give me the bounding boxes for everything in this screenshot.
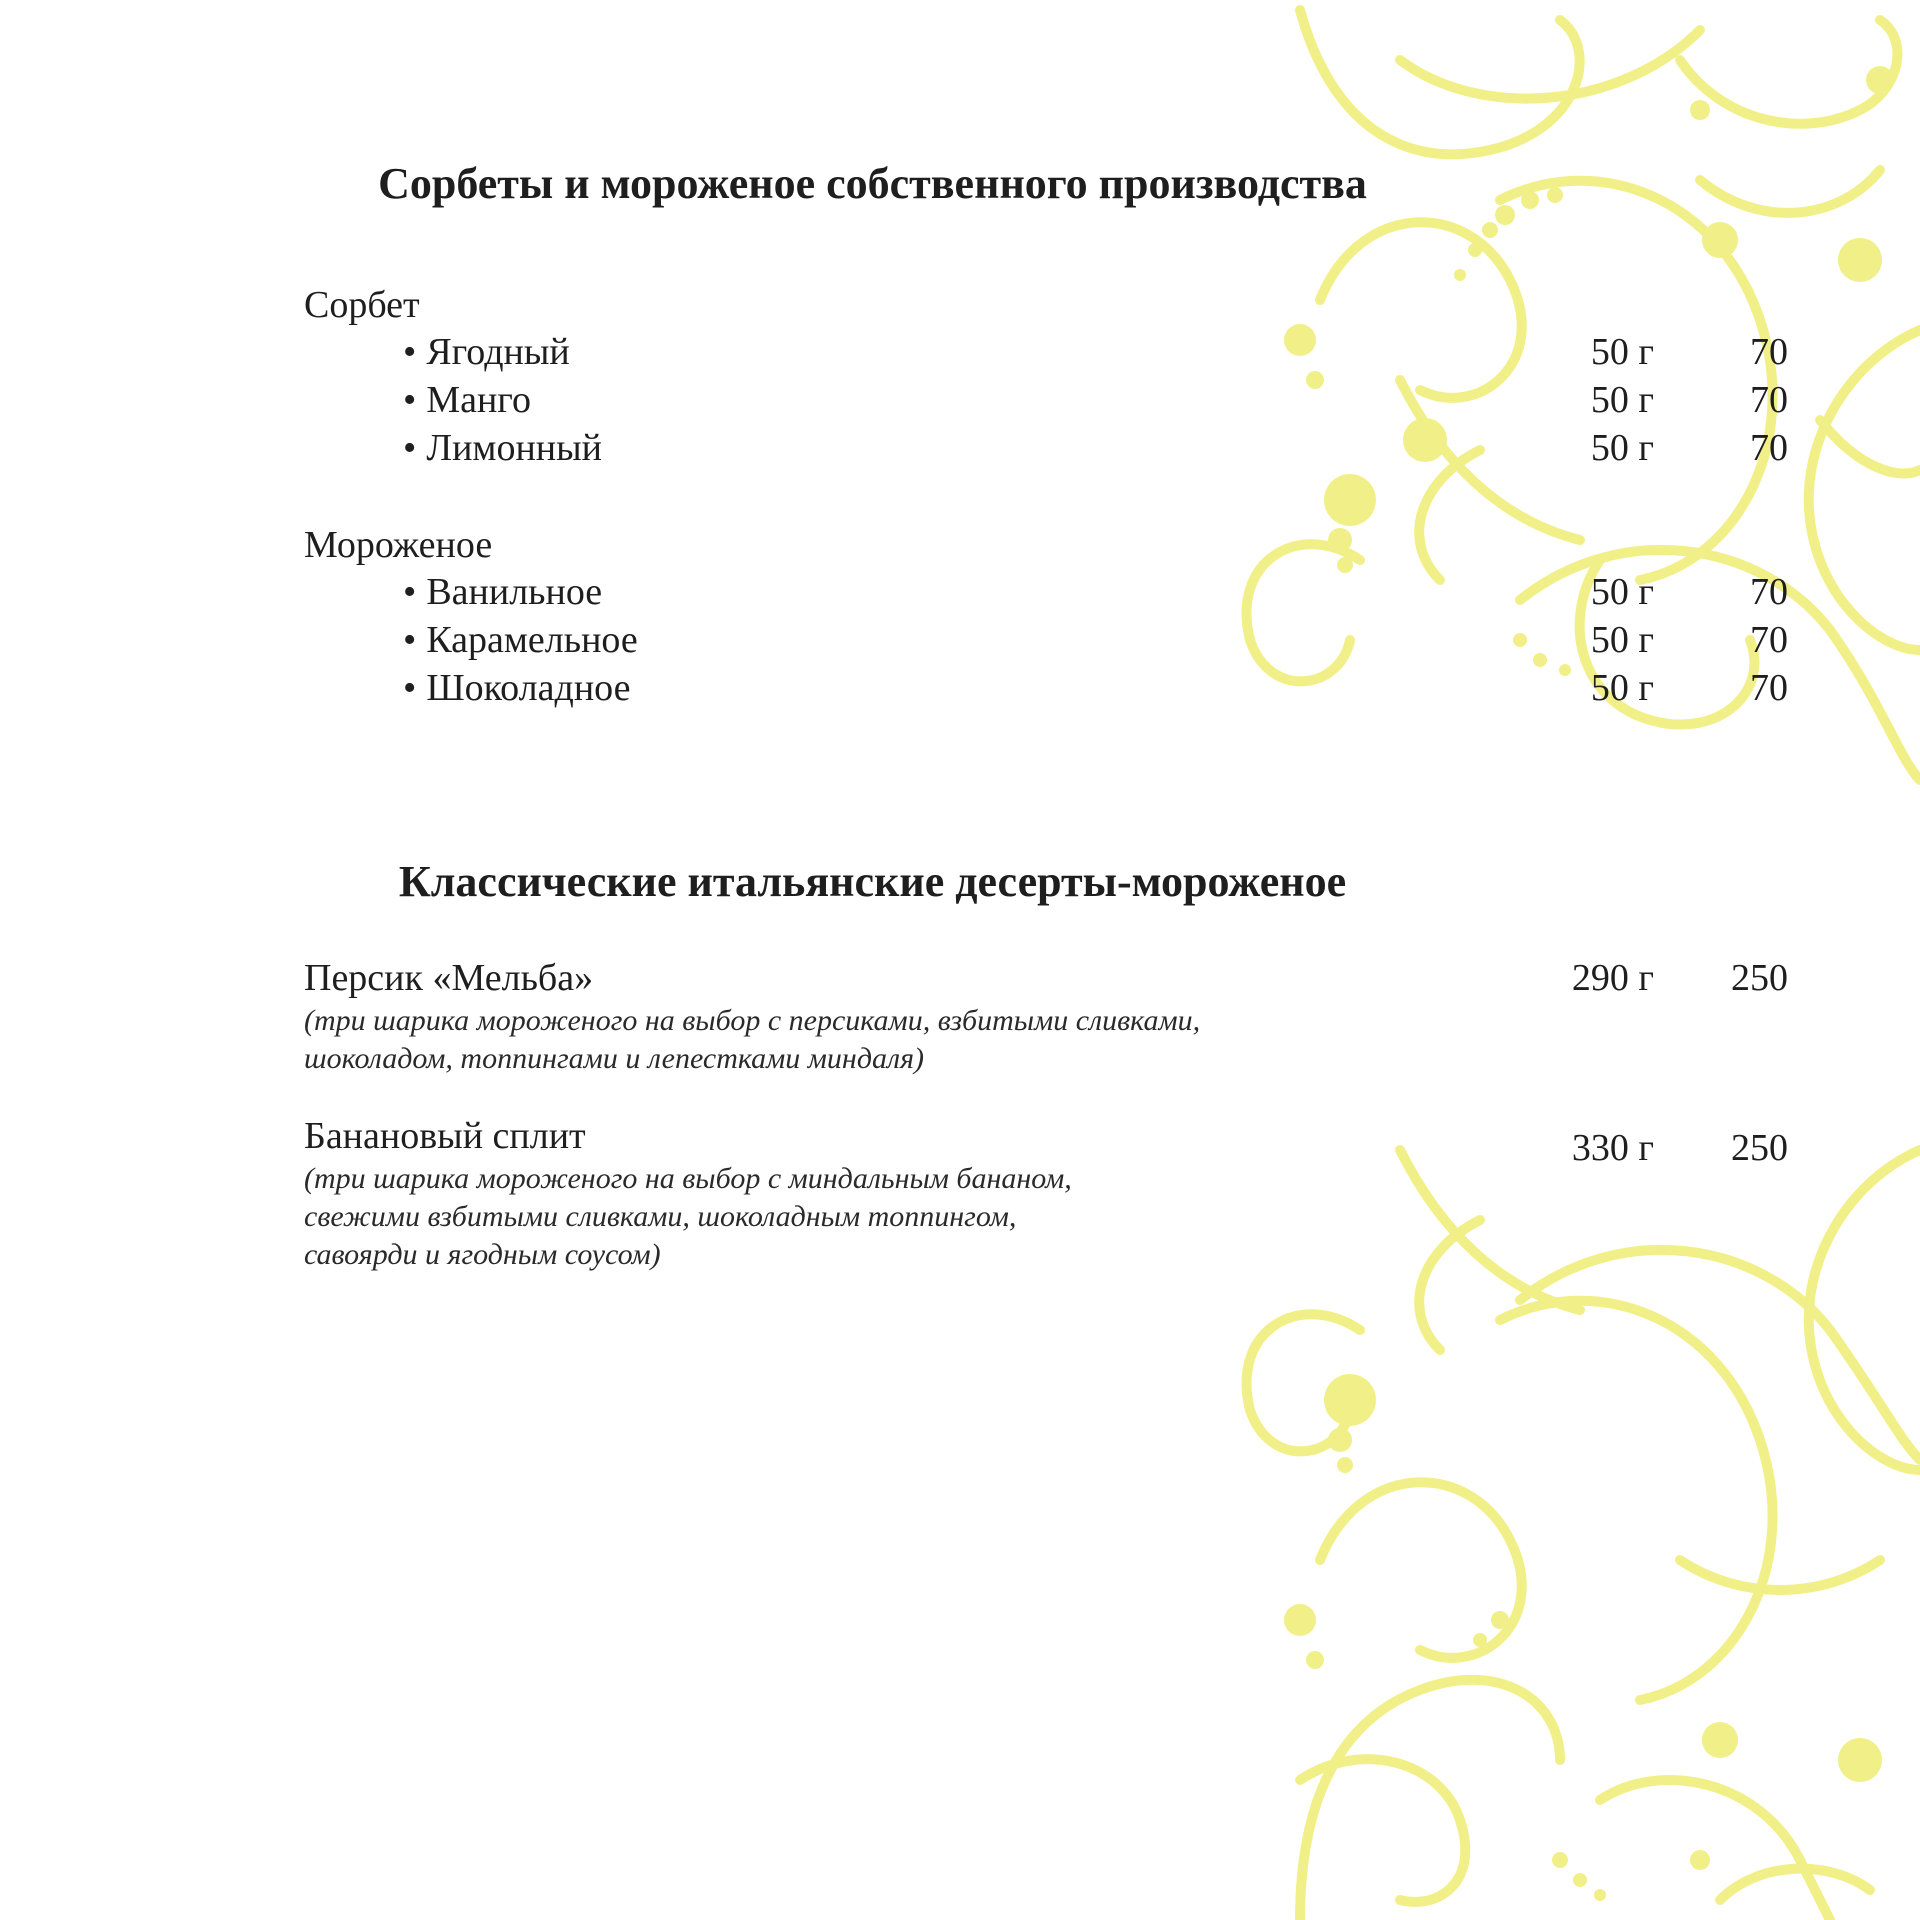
dessert-price: 250	[1731, 957, 1788, 999]
bullet-icon: •	[403, 331, 417, 373]
menu-item-row	[0, 376, 1920, 424]
menu-item-label: Ванильное	[426, 571, 603, 613]
menu-item-price: 70	[1750, 331, 1788, 373]
menu-item-label: Карамельное	[426, 619, 638, 661]
menu-item-row	[0, 568, 1920, 616]
section-title-sorbets: Сорбеты и мороженое собственного производства	[378, 159, 1367, 208]
menu-item-label: Манго	[426, 379, 531, 421]
description-line: (три шарика мороженого на выбор с персиками, взбитыми сливками,	[304, 1004, 1201, 1037]
category-ice-cream: Мороженое	[304, 524, 493, 566]
bullet-icon: •	[403, 619, 417, 661]
menu-item-name	[403, 616, 638, 664]
menu-item-price: 70	[1750, 619, 1788, 661]
section-title-italian-desserts: Классические итальянские десерты-мороженое	[398, 857, 1347, 906]
menu-item-weight: 50 г	[1590, 619, 1654, 661]
description-line: свежими взбитыми сливками, шоколадным топпингом,	[304, 1200, 1017, 1233]
dessert-weight: 290 г	[1571, 957, 1654, 999]
dessert-name: Банановый сплит	[304, 1115, 586, 1157]
category-sorbet: Сорбет	[304, 284, 420, 326]
menu-item-price: 70	[1750, 667, 1788, 709]
menu-item-name	[403, 664, 631, 712]
menu-item-row	[0, 664, 1920, 712]
bullet-icon: •	[403, 571, 417, 613]
menu-item-label: Шоколадное	[426, 667, 631, 709]
ornament-bottom	[1247, 1150, 1920, 1920]
menu-item-weight: 50 г	[1590, 571, 1654, 613]
menu-item-row	[0, 424, 1920, 472]
menu-item-name	[403, 376, 531, 424]
menu-item-name	[403, 424, 602, 472]
menu-item-label: Лимонный	[426, 427, 603, 469]
menu-item-name	[403, 568, 602, 616]
menu-item-label: Ягодный	[426, 331, 570, 373]
description-line: (три шарика мороженого на выбор с миндальным бананом,	[304, 1162, 1072, 1195]
bullet-icon: •	[403, 379, 417, 421]
dessert-price: 250	[1731, 1127, 1788, 1169]
menu-item-name	[403, 328, 570, 376]
bullet-icon: •	[403, 667, 417, 709]
dessert-weight: 330 г	[1571, 1127, 1654, 1169]
menu-item-weight: 50 г	[1590, 331, 1654, 373]
dessert-row	[0, 954, 1920, 1002]
bullet-icon: •	[403, 427, 417, 469]
dessert-name: Персик «Мельба»	[304, 957, 594, 999]
menu-item-weight: 50 г	[1590, 427, 1654, 469]
ornament-bottom-dots	[1284, 1374, 1882, 1901]
dessert-description	[304, 1002, 1200, 1078]
menu-item-price: 70	[1750, 571, 1788, 613]
dessert-row	[0, 1112, 1920, 1169]
menu-item-weight: 50 г	[1590, 379, 1654, 421]
menu-item-row	[0, 616, 1920, 664]
menu-item-row	[0, 328, 1920, 376]
description-line: савоярди и ягодным соусом)	[304, 1238, 661, 1271]
dessert-description	[304, 1160, 1072, 1274]
description-line: шоколадом, топпингами и лепестками миндаля)	[304, 1042, 925, 1075]
menu-item-price: 70	[1750, 427, 1788, 469]
menu-item-price: 70	[1750, 379, 1788, 421]
menu-item-weight: 50 г	[1590, 667, 1654, 709]
